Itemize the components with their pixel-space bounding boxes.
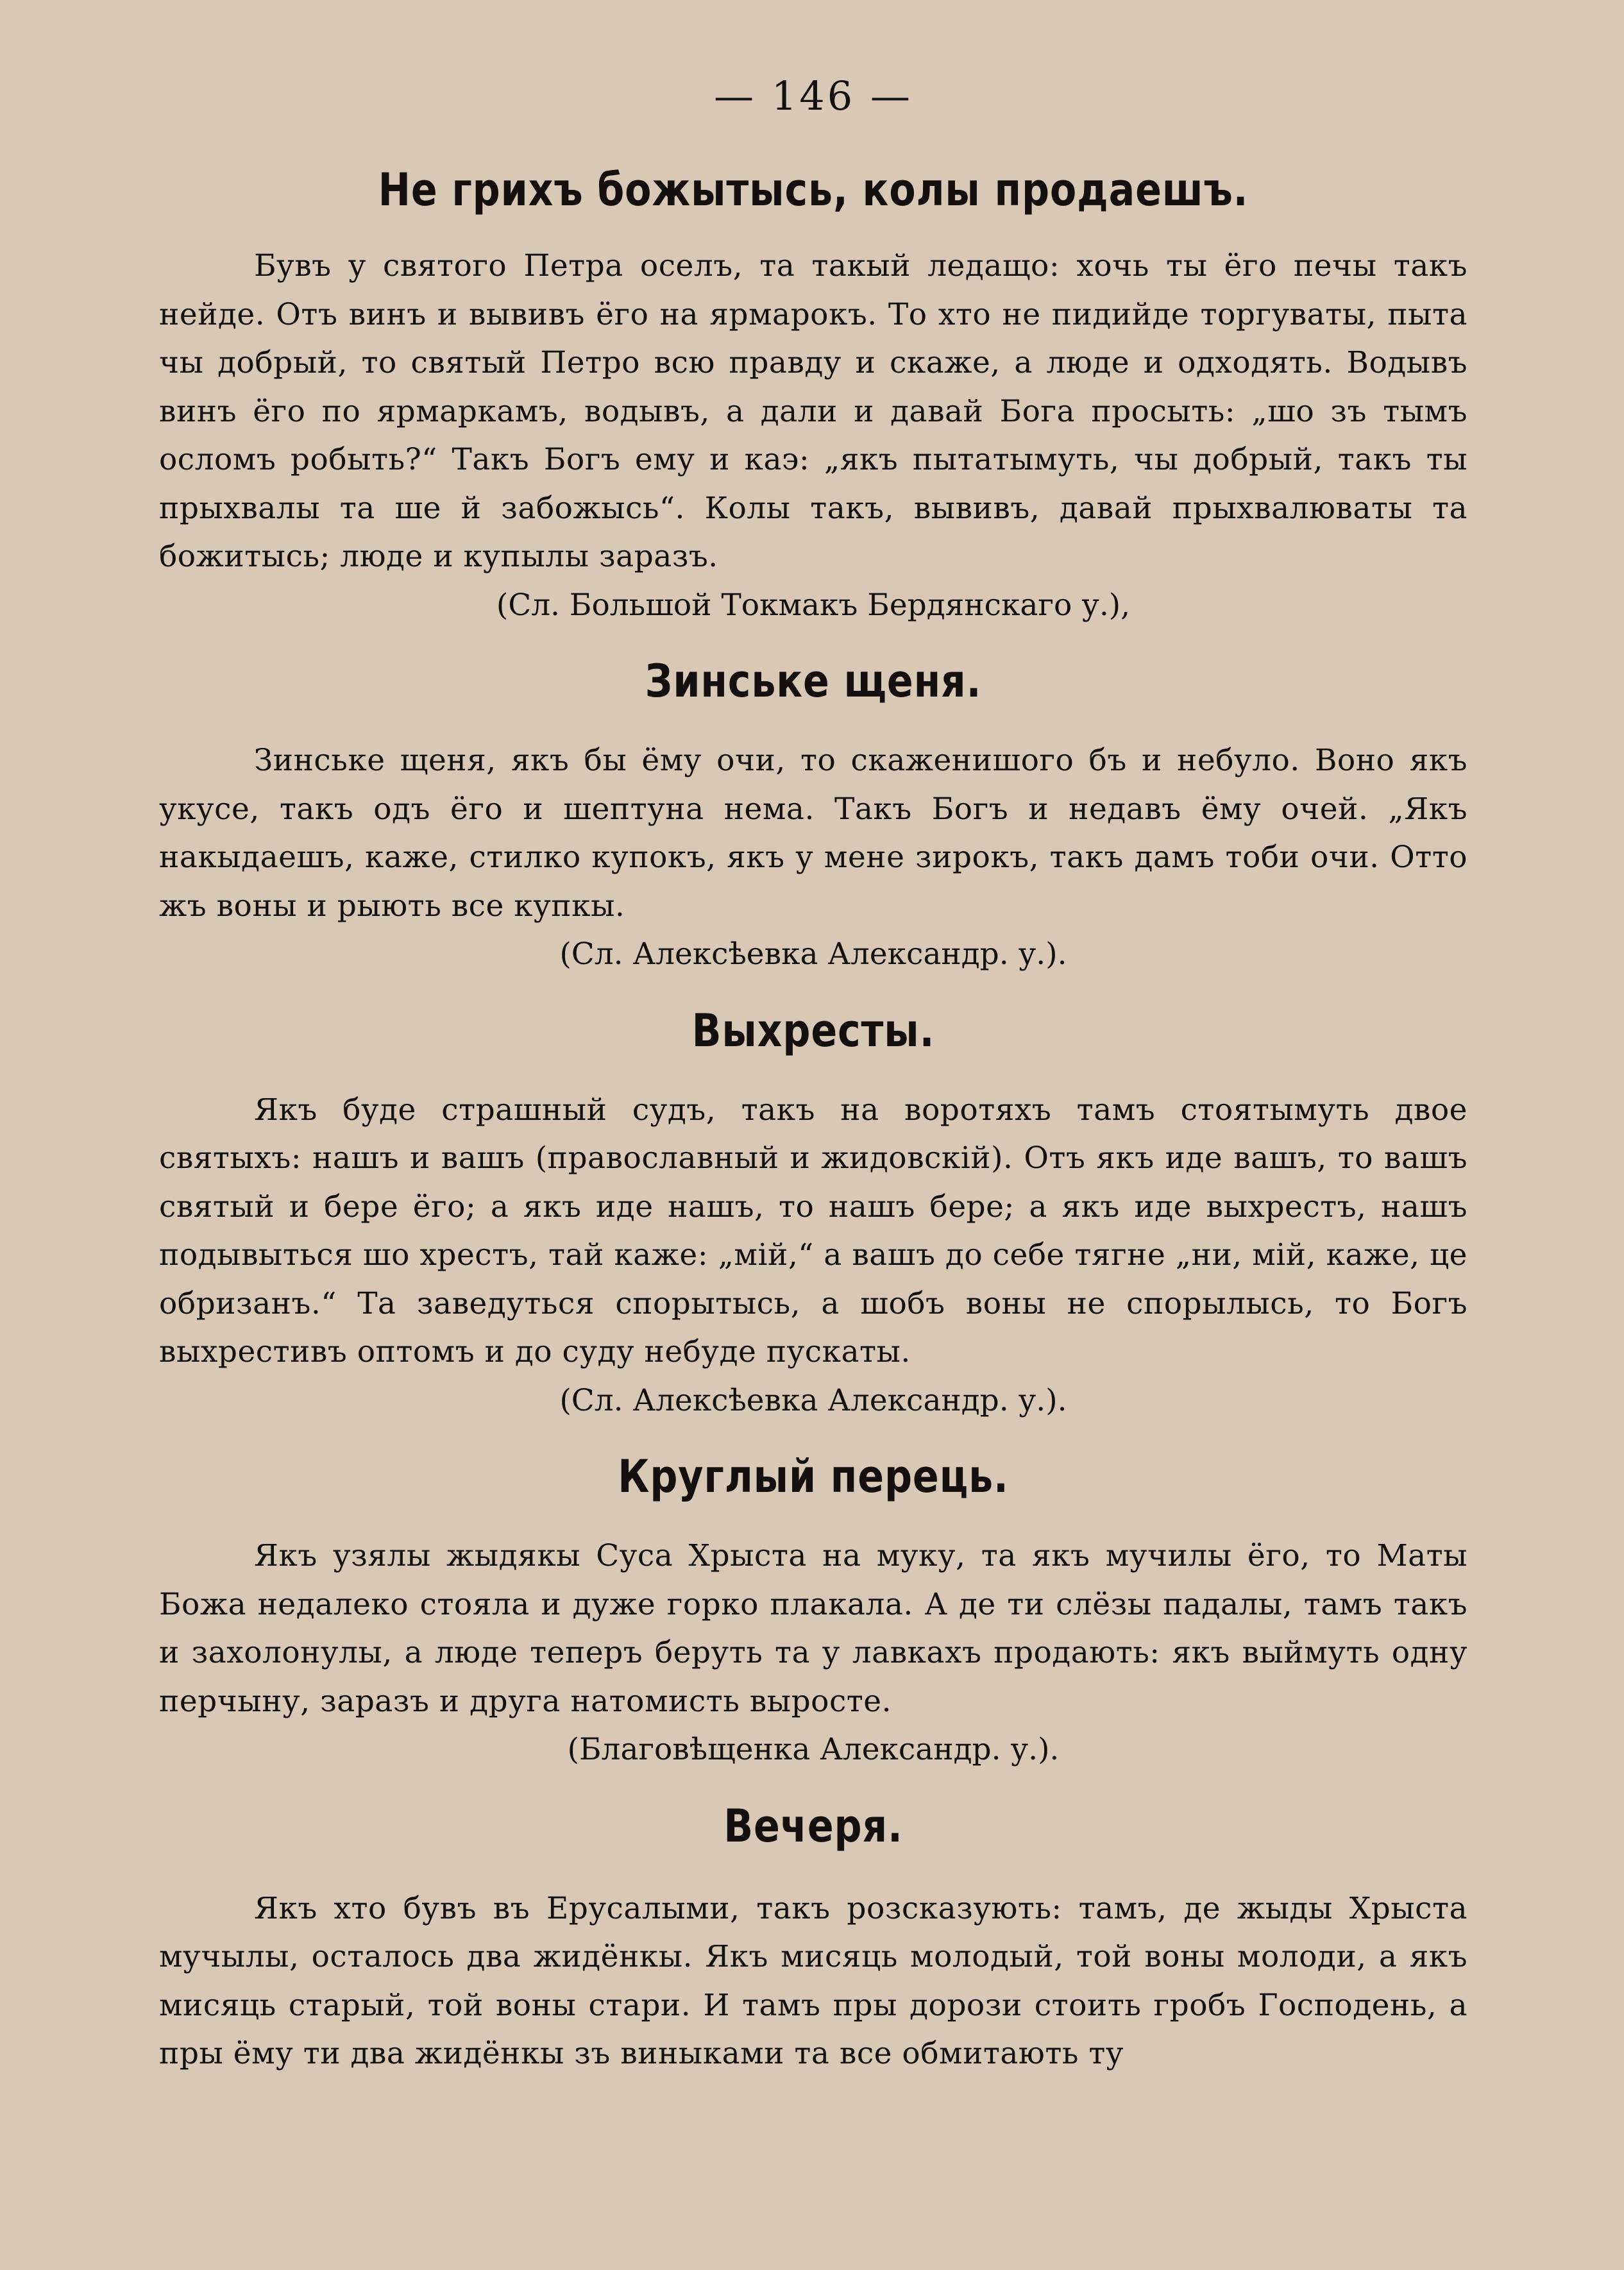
story-section-1	[159, 164, 1468, 629]
story-text: Якъ узялы жыдякы Суса Хрыста на муку, та якъ мучилы ёго, то Маты Божа недалеко стояла и дуже горко плакала. А де ти слёзы падалы, тамъ такъ и захолонулы, а люде теперъ беруть та у лавкахъ продають: якъ выймуть одну перчыну, заразъ и друга натомисть выросте.	[159, 1538, 1468, 1719]
story-source: (Сл. Большой Токмакъ Бердянскаго у.),	[496, 587, 1131, 623]
page-number: — 146 —	[714, 72, 913, 119]
story-title: Выхресты.	[691, 1004, 935, 1057]
story-text: Якъ буде страшный судъ, такъ на воротяхъ тамъ стоятымуть двое святыхъ: нашъ и вашъ (православный и жидовскій). Отъ якъ иде вашъ, то вашъ святый и бере ёго; а якъ иде нашъ, то нашъ бере; а якъ иде выхрестъ, нашъ подывыться шо хрестъ, тай каже: „мій,“ а вашъ до себе тягне „ни, мій, каже, це обризанъ.“ Та заведуться спорытысь, а шобъ воны не спорылысь, то Богъ выхрестивъ оптомъ и до суду небуде пускаты.	[159, 1092, 1468, 1369]
story-title: Не грихъ божытысь, колы продаешъ.	[378, 164, 1249, 216]
story-text: Якъ хто бувъ въ Ерусалыми, такъ розсказують: тамъ, де жыды Хрыста мучылы, осталось два жидёнкы. Якъ мисяць молодый, той воны молоди, а якъ мисяць старый, той воны стари. И тамъ пры дорози стоить гробъ Господень, а пры ёму ти два жидёнкы зъ виныками та все обмитають ту	[159, 1890, 1468, 2071]
story-title: Зинське щеня.	[645, 655, 982, 707]
story-title: Вечеря.	[723, 1799, 903, 1852]
story-text: Бувъ у святого Петра оселъ, та такый ледащо: хочь ты ёго печы такъ нейде. Отъ винъ и вывивъ ёго на ярмарокъ. То хто не пидийде торгуваты, пыта чы добрый, то святый Петро всю правду и скаже, а люде и одходять. Водывъ винъ ёго по ярмаркамъ, водывъ, а дали и давай Бога просыть: „шо зъ тымъ осломъ робыть?“ Такъ Богъ ему и каэ: „якъ пытатымуть, чы добрый, такъ ты прыхвалы та ше й забожысь“. Колы такъ, вывивъ, давай прыхвалюваты та божитысь; люде и купылы заразъ.	[159, 248, 1468, 574]
story-source: (Благовѣщенка Александр. у.).	[567, 1732, 1060, 1767]
story-section-3	[159, 1004, 1468, 1425]
story-title: Круглый перець.	[618, 1450, 1009, 1503]
story-section-4	[159, 1450, 1468, 1774]
story-source: (Сл. Алексѣевка Александр. у.).	[559, 936, 1067, 972]
story-section-2	[159, 655, 1468, 979]
story-section-5	[159, 1800, 1468, 2078]
story-source: (Сл. Алексѣевка Александр. у.).	[559, 1382, 1067, 1418]
story-text: Зинське щеня, якъ бы ёму очи, то скаженишого бъ и небуло. Воно якъ укусе, такъ одъ ёго и шептуна нема. Такъ Богъ и недавъ ёму очей. „Якъ накыдаешъ, каже, стилко купокъ, якъ у мене зирокъ, такъ дамъ тоби очи. Отто жъ воны и рыють все купкы.	[159, 743, 1468, 924]
